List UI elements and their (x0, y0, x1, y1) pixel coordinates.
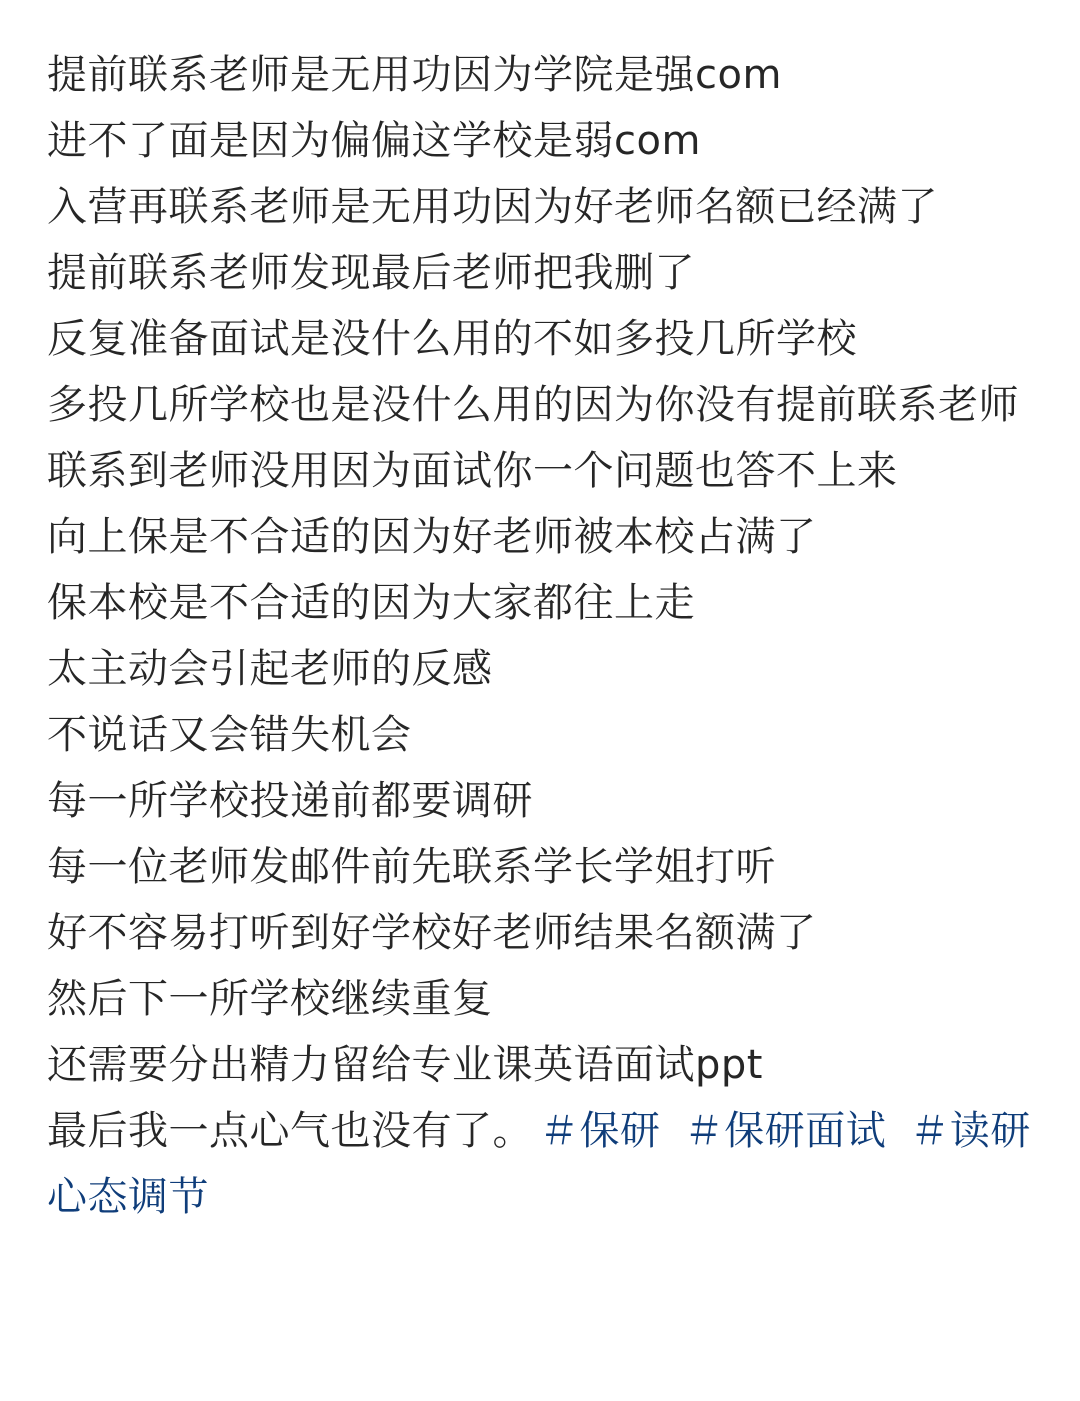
post-line-3: 入营再联系老师是无用功因为好老师名额已经满了 (47, 184, 938, 230)
post-line-6: 多投几所学校也是没什么用的因为你没有提前联系老师 (47, 382, 1019, 428)
hashtag-baoyan[interactable]: ＃保研 (539, 1108, 661, 1154)
post-line-10: 太主动会引起老师的反感 (47, 646, 493, 692)
post-line-4: 提前联系老师发现最后老师把我删了 (47, 250, 695, 296)
post-line-5: 反复准备面试是没什么用的不如多投几所学校 (47, 316, 857, 362)
post-line-15: 然后下一所学校继续重复 (47, 976, 493, 1022)
post-line-2: 进不了面是因为偏偏这学校是弱com (47, 118, 701, 164)
post-line-16: 还需要分出精力留给专业课英语面试ppt (47, 1042, 763, 1088)
post-line-11: 不说话又会错失机会 (47, 712, 412, 758)
post-line-13: 每一位老师发邮件前先联系学长学姐打听 (47, 844, 776, 890)
hashtag-duyan-xintai[interactable]: ＃读研心态调节 (47, 1108, 1031, 1220)
post-line-8: 向上保是不合适的因为好老师被本校占满了 (47, 514, 817, 560)
post-last-line (47, 1098, 1037, 1230)
post-line-17: 最后我一点心气也没有了。 (47, 1108, 533, 1154)
hashtag-baoyan-mianshi[interactable]: ＃保研面试 (683, 1108, 887, 1154)
post-line-7: 联系到老师没用因为面试你一个问题也答不上来 (47, 448, 898, 494)
post-line-9: 保本校是不合适的因为大家都往上走 (47, 580, 695, 626)
post-line-1: 提前联系老师是无用功因为学院是强com (47, 52, 782, 98)
post-body (47, 42, 1037, 1230)
post-line-12: 每一所学校投递前都要调研 (47, 778, 533, 824)
post-line-14: 好不容易打听到好学校好老师结果名额满了 (47, 910, 817, 956)
